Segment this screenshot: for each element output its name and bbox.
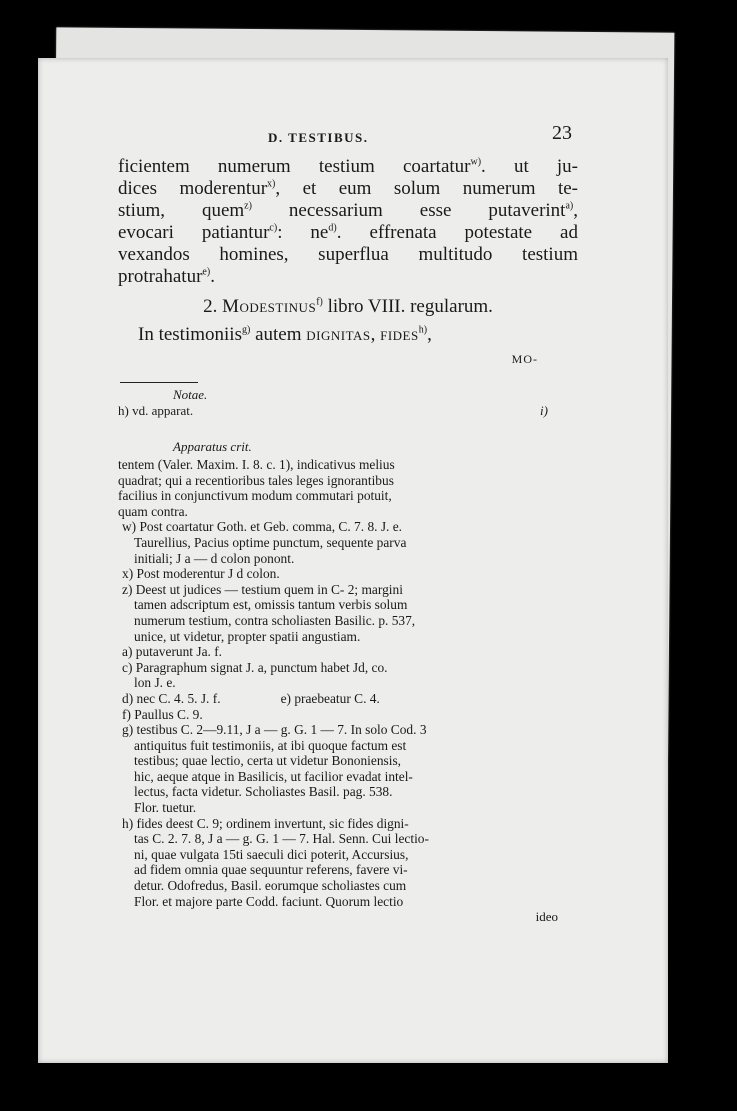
apparatus-line: quadrat; qui a recentioribus tales leges ignorantibus xyxy=(118,472,394,488)
page-number: 23 xyxy=(552,122,572,144)
notes-title: Notae. xyxy=(173,387,208,402)
apparatus-line: hic, aeque atque in Basilicis, ut facilior evadat intel- xyxy=(134,768,413,784)
apparatus-line: ad fidem omnia quae sequuntur referens, favere vi- xyxy=(134,862,408,878)
paragraph-2: 2. Modestinus$^{f)}$ libro VIII. regularum. xyxy=(203,296,493,317)
apparatus-line: initiali; J a — d colon ponont. xyxy=(134,550,295,566)
main-text xyxy=(118,156,578,370)
text-line: vexandos homines, superflua multitudo testium xyxy=(118,244,578,265)
apparatus-line: quam contra. xyxy=(118,503,188,519)
book-page xyxy=(38,58,668,1063)
notes-rule xyxy=(120,382,198,383)
apparatus-line: Flor. tuetur. xyxy=(134,800,197,816)
apparatus-line: g) testibus C. 2—9.11, J a — g. G. 1 — 7. In solo Cod. 3 xyxy=(122,722,427,738)
apparatus-line: facilius in conjunctivum modum commutari potuit, xyxy=(118,488,392,504)
apparatus-line: tas C. 2. 7. 8, J a — g. G. 1 — 7. Hal. Senn. Cui lectio- xyxy=(134,831,429,847)
page-content xyxy=(118,120,578,925)
text-line: stium, quem$^{z)}$ necessarium esse putaverint$^{a)}$, xyxy=(118,200,578,221)
apparatus-line: c) Paragraphum signat J. a, punctum habet Jd, co. xyxy=(122,659,388,675)
apparatus-line: a) putaverunt Ja. f. xyxy=(122,644,223,660)
apparatus-line: f) Paullus C. 9. xyxy=(122,706,203,722)
text-line: ficientem numerum testium coartatur$^{w)}$. ut ju- xyxy=(118,156,578,177)
apparatus-line: tamen adscriptum est, omissis tantum verbis solum xyxy=(134,597,408,613)
catchword-main: MO- xyxy=(511,352,538,366)
notes-line: h) vd. apparat. i) xyxy=(118,403,548,418)
apparatus-line: Flor. et majore parte Codd. faciunt. Quorum lectio xyxy=(134,893,404,909)
page-header xyxy=(118,120,578,150)
apparatus-line: tentem (Valer. Maxim. I. 8. c. 1), indicativus melius xyxy=(118,457,395,472)
apparatus-line: Taurellius, Pacius optime punctum, sequente parva xyxy=(134,534,407,550)
text-line: protrahatur$^{e)}$. xyxy=(118,266,215,287)
apparatus-line: lon J. e. xyxy=(134,675,176,691)
text-line: evocari patiantur$^{c)}$: $ne^{d)}$. effrenata potestate ad xyxy=(118,222,578,243)
apparatus-line: lectus, facta videtur. Scholiastes Basil. pag. 538. xyxy=(134,784,393,800)
catchword-apparatus: ideo xyxy=(535,909,558,925)
apparatus-line: detur. Odofredus, Basil. eorumque scholiastes cum xyxy=(134,878,407,894)
text-line: dices moderentur$^{x)}$, et eum solum numerum te- xyxy=(118,178,578,199)
apparatus-line: x) Post moderentur J d colon. xyxy=(122,566,280,582)
apparatus-line: d) nec C. 4. 5. J. f. e) praebeatur C. 4. xyxy=(122,690,380,706)
apparatus-title: Apparatus crit. xyxy=(173,439,252,454)
apparatus-text xyxy=(118,457,578,909)
apparatus-line: w) Post coartatur Goth. et Geb. comma, C. 7. 8. J. e. xyxy=(122,519,403,535)
apparatus-line: numerum testium, contra scholiasten Basilic. p. 537, xyxy=(134,612,416,628)
apparatus-line: ni, quae vulgata 15ti saeculi dici poterit, Accursius, xyxy=(134,846,409,862)
paragraph-1 xyxy=(118,156,578,288)
paragraph-3: In testimoniis$^{g)}$ autem dignitas, fides$^{h)}$, xyxy=(138,324,432,345)
apparatus-line: h) fides deest C. 9; ordinem invertunt, sic fides digni- xyxy=(122,815,409,831)
apparatus-line: unice, ut videtur, propter spatii angustiam. xyxy=(134,628,361,644)
apparatus-line: testibus; quae lectio, certa ut videtur Bononiensis, xyxy=(134,753,402,769)
apparatus-line: antiquitus fuit testimoniis, at ibi quoque factum est xyxy=(134,737,407,753)
apparatus-line: z) Deest ut judices — testium quem in C- 2; margini xyxy=(122,581,403,597)
running-head: D. TESTIBUS. xyxy=(268,130,369,145)
